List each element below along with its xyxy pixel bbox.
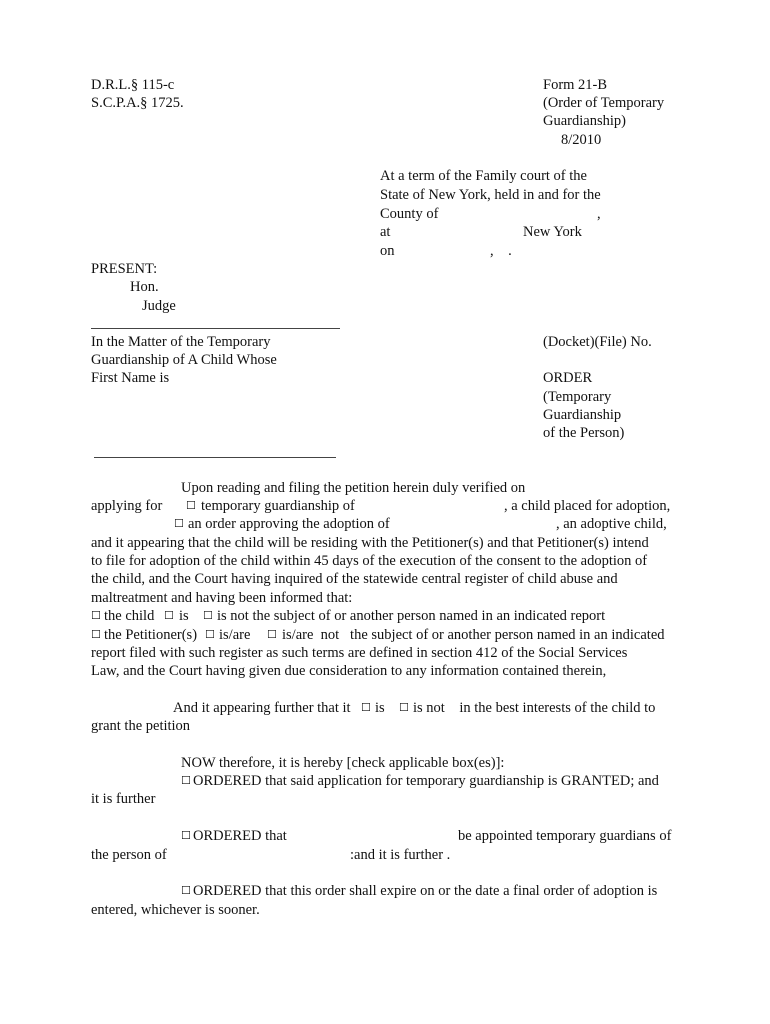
order-appointed-tail: :and it is further . — [350, 847, 451, 863]
petitioners-label: the Petitioner(s) — [104, 627, 198, 643]
child-is-not-text: is not the subject of or another person named in an indicated report — [217, 608, 606, 624]
order-granted-continuation: it is further — [91, 791, 156, 807]
petitioners-is-are-label: is/are — [219, 627, 251, 643]
hon-label: Hon. — [130, 279, 159, 295]
recital-line-1: Upon reading and filing the petition herein duly verified on — [181, 480, 526, 496]
checkbox-child-is-not[interactable]: ☐ — [203, 609, 213, 622]
recital-line-11: Law, and the Court having given due consideration to any information contained therein, — [91, 663, 607, 679]
checkbox-adoption-order[interactable]: ☐ — [174, 517, 184, 530]
grant-petition-text: grant the petition — [91, 718, 191, 734]
best-interest-lead: And it appearing further that it — [173, 700, 351, 716]
recital-line-7: maltreatment and having been informed that: — [91, 590, 353, 606]
checkbox-petitioners[interactable]: ☐ — [91, 628, 101, 641]
recital-line-6: the child, and the Court having inquired of the statewide central register of child abuse and — [91, 571, 618, 587]
adoption-order-option: an order approving the adoption of — [188, 516, 390, 532]
recital-line-5: to file for adoption of the child within 45 days of the execution of the consent to the adoption of — [91, 553, 648, 569]
caption-top-rule — [91, 328, 340, 329]
date-punctuation: , . — [490, 243, 512, 259]
order-appointed-text: be appointed temporary guardians of — [458, 828, 672, 844]
checkbox-petitioners-is-are[interactable]: ☐ — [205, 628, 215, 641]
county-label: County of — [380, 206, 439, 222]
statute-citation-drl: D.R.L.§ 115-c — [91, 77, 175, 93]
on-label: on — [380, 243, 395, 259]
form-title-line-1: (Order of Temporary — [543, 95, 665, 111]
child-is-label: is — [179, 608, 189, 624]
checkbox-the-child[interactable]: ☐ — [91, 609, 101, 622]
checkbox-best-interest-is-not[interactable]: ☐ — [399, 701, 409, 714]
the-child-label: the child — [104, 608, 155, 624]
form-revision-date: 8/2010 — [561, 132, 602, 148]
statute-citation-scpa: S.C.P.A.§ 1725. — [91, 95, 184, 111]
caption-line-1: In the Matter of the Temporary — [91, 334, 271, 350]
court-term-line-1: At a term of the Family court of the — [380, 168, 587, 184]
caption-line-2: Guardianship of A Child Whose — [91, 352, 277, 368]
present-label: PRESENT: — [91, 261, 158, 277]
applying-for-label: applying for — [91, 498, 163, 514]
person-of-label: the person of — [91, 847, 167, 863]
checkbox-order-appointed[interactable]: ☐ — [181, 829, 191, 842]
adoptive-child-text: , an adoptive child, — [556, 516, 667, 532]
order-title: ORDER — [543, 370, 593, 386]
county-comma: , — [597, 206, 601, 222]
at-label: at — [380, 224, 391, 240]
state-value: New York — [523, 224, 582, 240]
recital-line-10: report filed with such register as such terms are defined in section 412 of the Social Services — [91, 645, 628, 661]
order-subtitle-2: Guardianship — [543, 407, 622, 423]
order-expire-continuation: entered, whichever is sooner. — [91, 902, 260, 918]
petitioners-is-are-not-text: is/are not the subject of or another person named in an indicated — [282, 627, 665, 643]
checkbox-best-interest-is[interactable]: ☐ — [361, 701, 371, 714]
checkbox-child-is[interactable]: ☐ — [164, 609, 174, 622]
recital-line-4: and it appearing that the child will be residing with the Petitioner(s) and that Petitioner(s) intend — [91, 535, 649, 551]
checkbox-temporary-guardianship[interactable]: ☐ — [186, 499, 196, 512]
form-number: Form 21-B — [543, 77, 608, 93]
best-interest-is-not-text: is not in the best interests of the child to — [413, 700, 656, 716]
checkbox-order-granted[interactable]: ☐ — [181, 774, 191, 787]
temporary-guardianship-option: temporary guardianship of — [201, 498, 355, 514]
child-placed-text: , a child placed for adoption, — [504, 498, 671, 514]
caption-bottom-rule — [94, 457, 336, 458]
order-subtitle-3: of the Person) — [543, 425, 625, 441]
form-title-line-2: Guardianship) — [543, 113, 626, 129]
docket-file-number-label: (Docket)(File) No. — [543, 334, 652, 350]
now-therefore-text: NOW therefore, it is hereby [check applicable box(es)]: — [181, 755, 505, 771]
order-expire-text: ORDERED that this order shall expire on or the date a final order of adoption is — [193, 883, 658, 899]
court-term-line-2: State of New York, held in and for the — [380, 187, 601, 203]
order-subtitle-1: (Temporary — [543, 389, 612, 405]
caption-line-3: First Name is — [91, 370, 170, 386]
best-interest-is-label: is — [375, 700, 385, 716]
order-granted-text: ORDERED that said application for temporary guardianship is GRANTED; and — [193, 773, 659, 789]
order-appointed-lead: ORDERED that — [193, 828, 287, 844]
checkbox-petitioners-is-are-not[interactable]: ☐ — [267, 628, 277, 641]
judge-label: Judge — [142, 298, 176, 314]
checkbox-order-expire[interactable]: ☐ — [181, 884, 191, 897]
